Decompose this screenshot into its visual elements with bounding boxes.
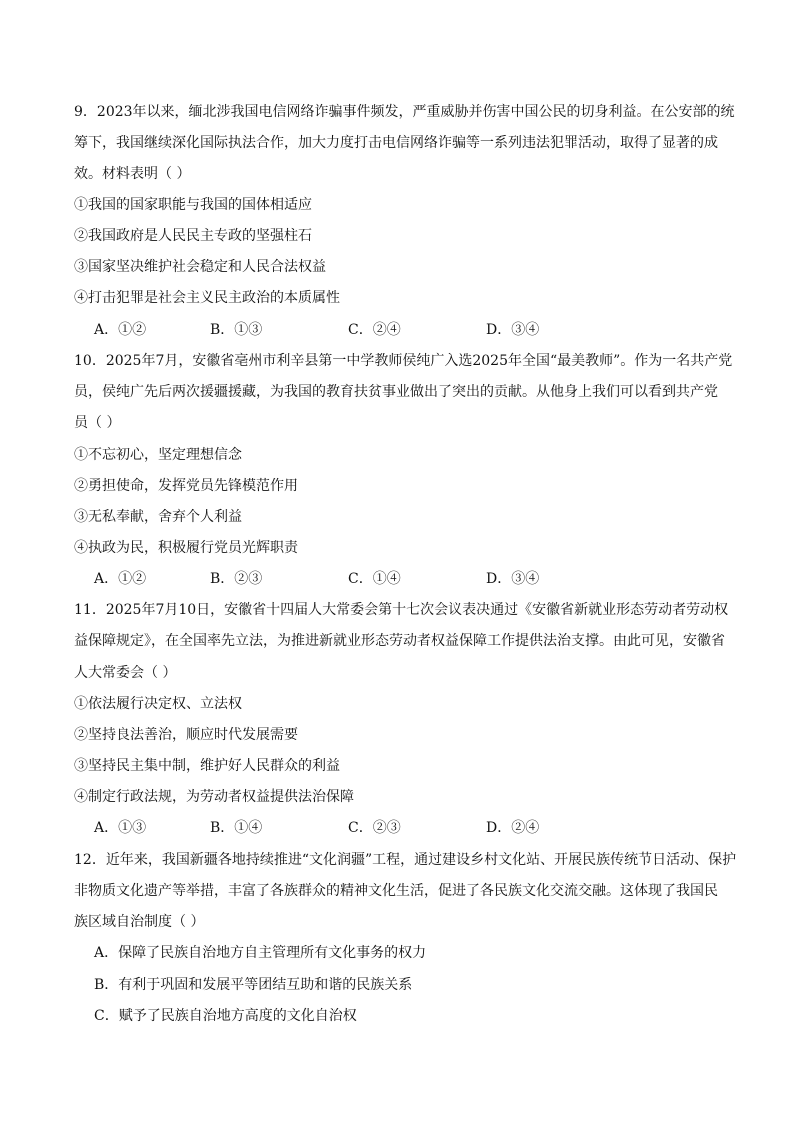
question-9-option-d[interactable]: D．③④ xyxy=(486,322,540,338)
question-11-option-b[interactable]: B．①④ xyxy=(210,820,263,836)
question-9-option-a[interactable]: A．①② xyxy=(94,322,147,338)
question-10-option-d[interactable]: D．③④ xyxy=(486,571,540,587)
question-11-option-a[interactable]: A．①③ xyxy=(94,820,147,836)
question-10-statement-3: ③无私奉献，舍弃个人利益 xyxy=(74,509,242,525)
question-12-stem-line-3: 族区域自治制度（ ） xyxy=(74,914,205,930)
question-10-stem-line-2: 员，侯纯广先后两次援疆援藏，为我国的教育扶贫事业做出了突出的贡献。从他身上我们可以看到共产党 xyxy=(74,384,718,400)
question-10-stem-line-1: 10．2025年7月，安徽省亳州市利辛县第一中学教师侯纯广入选2025年全国“最美教师”。作为一名共产党 xyxy=(74,353,733,369)
question-10-option-a[interactable]: A．①② xyxy=(94,571,147,587)
question-12-choice-b[interactable]: B．有利于巩固和发展平等团结互助和谐的民族关系 xyxy=(94,977,413,993)
question-12-stem-line-1: 12．近年来，我国新疆各地持续推进“文化润疆”工程，通过建设乡村文化站、开展民族传统节日活动、保护 xyxy=(74,852,737,868)
question-9-option-b[interactable]: B．①③ xyxy=(210,322,263,338)
question-11-option-c[interactable]: C．②③ xyxy=(348,820,401,836)
question-9-option-c[interactable]: C．②④ xyxy=(348,322,401,338)
question-9-stem-line-2: 筹下，我国继续深化国际执法合作，加大力度打击电信网络诈骗等一系列违法犯罪活动，取得了显著的成 xyxy=(74,135,718,151)
question-11-stem-line-3: 人大常委会（ ） xyxy=(74,665,177,681)
question-9-statement-1: ①我国的国家职能与我国的国体相适应 xyxy=(74,197,312,213)
question-10-option-c[interactable]: C．①④ xyxy=(348,571,401,587)
question-11-stem-line-1: 11．2025年7月10日，安徽省十四届人大常委会第十七次会议表决通过《安徽省新就业形态劳动者劳动权 xyxy=(74,602,729,618)
question-9-stem-line-1: 9．2023年以来，缅北涉我国电信网络诈骗事件频发，严重威胁并伤害中国公民的切身利益。在公安部的统 xyxy=(74,104,735,120)
question-9-statement-4: ④打击犯罪是社会主义民主政治的本质属性 xyxy=(74,290,340,306)
question-10-option-b[interactable]: B．②③ xyxy=(210,571,263,587)
question-10-statement-4: ④执政为民，积极履行党员光辉职责 xyxy=(74,540,298,556)
question-12-stem-line-2: 非物质文化遗产等举措，丰富了各族群众的精神文化生活，促进了各民族文化交流交融。这体现了我国民 xyxy=(74,883,718,899)
question-11-statement-3: ③坚持民主集中制，维护好人民群众的利益 xyxy=(74,758,340,774)
question-11-stem-line-2: 益保障规定》，在全国率先立法，为推进新就业形态劳动者权益保障工作提供法治支撑。由此可见，安徽省 xyxy=(74,633,725,649)
question-9-statement-3: ③国家坚决维护社会稳定和人民合法权益 xyxy=(74,259,326,275)
question-9-stem-line-3: 效。材料表明（ ） xyxy=(74,166,191,182)
question-9-statement-2: ②我国政府是人民民主专政的坚强柱石 xyxy=(74,228,312,244)
question-11-statement-4: ④制定行政法规，为劳动者权益提供法治保障 xyxy=(74,789,354,805)
question-12-choice-c[interactable]: C．赋予了民族自治地方高度的文化自治权 xyxy=(94,1008,357,1024)
question-10-statement-2: ②勇担使命，发挥党员先锋模范作用 xyxy=(74,478,298,494)
question-10-stem-line-3: 员（ ） xyxy=(74,415,121,431)
question-10-statement-1: ①不忘初心，坚定理想信念 xyxy=(74,447,242,463)
question-11-statement-2: ②坚持良法善治，顺应时代发展需要 xyxy=(74,727,298,743)
question-11-option-d[interactable]: D．②④ xyxy=(486,820,540,836)
question-11-statement-1: ①依法履行决定权、立法权 xyxy=(74,696,242,712)
question-12-choice-a[interactable]: A．保障了民族自治地方自主管理所有文化事务的权力 xyxy=(94,945,427,961)
